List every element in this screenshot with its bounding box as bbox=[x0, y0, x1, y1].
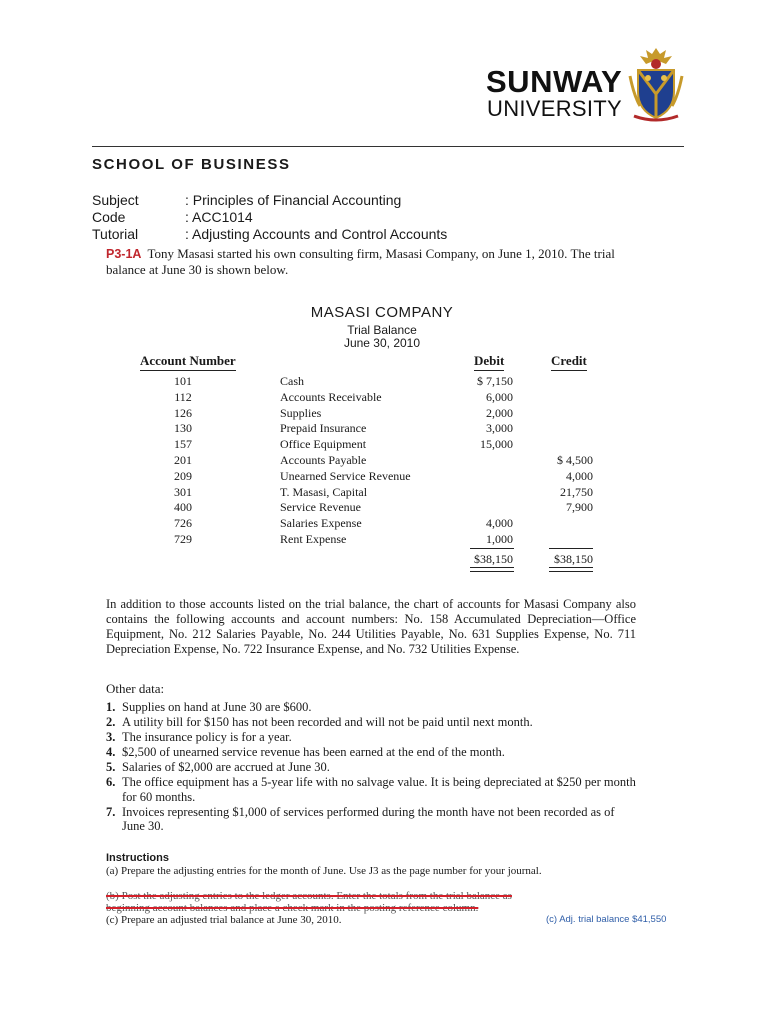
list-item bbox=[106, 745, 638, 760]
cell-number: 400 bbox=[174, 500, 192, 515]
list-item-number: 5. bbox=[106, 760, 116, 774]
cell-credit: 21,750 bbox=[560, 484, 593, 499]
answer-note: (c) Adj. trial balance $41,550 bbox=[546, 914, 667, 925]
instruction-b-struck: (b) Post the adjusting entries to the ledger accounts. Enter the totals from the trial balance as beginning account balances and place a check mark in the posting reference column. bbox=[106, 890, 512, 914]
cell-name: Office Equipment bbox=[280, 437, 367, 452]
list-item-text: A utility bill for $150 has not been recorded and will not be paid until next month. bbox=[122, 715, 533, 729]
table-row bbox=[0, 453, 768, 469]
instruction-a: (a) Prepare the adjusting entries for the month of June. Use J3 as the page number for your journal. bbox=[106, 865, 542, 877]
code-label: Code bbox=[92, 209, 126, 225]
list-item bbox=[106, 730, 638, 745]
list-item-number: 4. bbox=[106, 745, 116, 759]
list-item-text: Invoices representing $1,000 of services performed during the month have not been recorded as of June 30. bbox=[122, 804, 615, 833]
code-value: : ACC1014 bbox=[185, 209, 253, 225]
table-row bbox=[0, 421, 768, 437]
total-credit: $38,150 bbox=[554, 552, 593, 566]
other-data-heading: Other data: bbox=[106, 681, 165, 696]
school-title: SCHOOL OF BUSINESS bbox=[92, 156, 291, 173]
list-item-text: The insurance policy is for a year. bbox=[122, 730, 292, 744]
other-data-list bbox=[106, 700, 638, 834]
list-item bbox=[106, 715, 638, 730]
list-item bbox=[106, 805, 638, 834]
list-item-text: Supplies on hand at June 30 are $600. bbox=[122, 700, 312, 714]
cell-name: Supplies bbox=[280, 405, 322, 420]
problem-intro-text: Tony Masasi started his own consulting firm, Masasi Company, on June 1, 2010. The trial balance at June 30 is shown below. bbox=[106, 246, 615, 277]
total-debit: $38,150 bbox=[474, 552, 513, 566]
cell-number: 130 bbox=[174, 421, 192, 436]
problem-intro bbox=[106, 246, 636, 278]
cell-number: 729 bbox=[174, 532, 192, 546]
table-row bbox=[0, 532, 768, 548]
cell-name: T. Masasi, Capital bbox=[280, 484, 368, 499]
tutorial-label: Tutorial bbox=[92, 226, 139, 242]
tutorial-value: : Adjusting Accounts and Control Accounts bbox=[185, 226, 448, 242]
logo-wordmark-university: UNIVERSITY bbox=[487, 96, 623, 121]
list-item-text: The office equipment has a 5-year life with no salvage value. It is being depreciated at $250 per month for 60 months. bbox=[122, 775, 636, 804]
list-item-text: $2,500 of unearned service revenue has been earned at the end of the month. bbox=[122, 745, 505, 759]
debit-subtotal-rule bbox=[470, 548, 514, 549]
cell-number: 157 bbox=[174, 437, 192, 452]
table-row bbox=[0, 485, 768, 501]
header-divider bbox=[92, 146, 684, 147]
trial-balance-title: Trial Balance bbox=[347, 323, 417, 337]
debit-total-double-rule bbox=[470, 567, 514, 572]
cell-number: 101 bbox=[174, 374, 192, 388]
column-header-credit: Credit bbox=[551, 353, 587, 371]
cell-number: 301 bbox=[174, 484, 192, 499]
list-item-number: 3. bbox=[106, 730, 116, 744]
logo-wordmark-sunway: SUNWAY bbox=[486, 64, 623, 99]
cell-name: Service Revenue bbox=[280, 500, 361, 515]
cell-debit: 3,000 bbox=[486, 421, 513, 436]
cell-number: 126 bbox=[174, 405, 192, 420]
column-header-debit: Debit bbox=[474, 353, 504, 371]
cell-credit: $ 4,500 bbox=[557, 453, 593, 467]
list-item bbox=[106, 760, 638, 775]
list-item-number: 2. bbox=[106, 715, 116, 729]
cell-debit: 2,000 bbox=[486, 405, 513, 420]
instruction-c: (c) Prepare an adjusted trial balance at June 30, 2010. bbox=[106, 914, 342, 926]
cell-credit: 4,000 bbox=[566, 468, 593, 483]
cell-credit: 7,900 bbox=[566, 500, 593, 515]
cell-number: 201 bbox=[174, 453, 192, 467]
cell-name: Unearned Service Revenue bbox=[280, 468, 411, 483]
list-item-number: 1. bbox=[106, 700, 116, 714]
cell-name: Rent Expense bbox=[280, 532, 347, 546]
subject-value: : Principles of Financial Accounting bbox=[185, 192, 402, 208]
problem-id: P3-1A bbox=[106, 247, 142, 261]
list-item bbox=[106, 775, 638, 804]
chart-of-accounts-paragraph: In addition to those accounts listed on the trial balance, the chart of accounts for Masasi Company also contains the following accounts and account numbers: No. 158 Accumulated Depreciation—Office Equipment, No. 212 Salaries Payable, No. 244 Utilities Payable, No. 631 Supplies Expense, No. 711 Depreciation Expense, No. 722 Insurance Expense, and No. 732 Utilities Expense. bbox=[106, 597, 636, 656]
list-item-number: 7. bbox=[106, 804, 116, 819]
credit-total-double-rule bbox=[549, 567, 593, 572]
trial-balance-total-row bbox=[0, 552, 768, 568]
table-row bbox=[0, 516, 768, 532]
table-row bbox=[0, 406, 768, 422]
cell-name: Prepaid Insurance bbox=[280, 421, 367, 436]
credit-subtotal-rule bbox=[549, 548, 593, 549]
table-row bbox=[0, 374, 768, 390]
cell-debit: 4,000 bbox=[486, 516, 513, 531]
instructions-heading: Instructions bbox=[106, 852, 169, 864]
university-logo bbox=[486, 46, 686, 126]
table-row bbox=[0, 469, 768, 485]
cell-debit: $ 7,150 bbox=[477, 374, 513, 388]
list-item bbox=[106, 700, 638, 715]
cell-number: 726 bbox=[174, 516, 192, 531]
cell-debit: 15,000 bbox=[480, 437, 513, 452]
cell-name: Salaries Expense bbox=[280, 516, 362, 531]
list-item-text: Salaries of $2,000 are accrued at June 30. bbox=[122, 760, 330, 774]
subject-label: Subject bbox=[92, 192, 139, 208]
cell-name: Accounts Payable bbox=[280, 453, 367, 467]
table-row bbox=[0, 500, 768, 516]
column-header-account-number: Account Number bbox=[140, 353, 236, 371]
table-row bbox=[0, 390, 768, 406]
table-row bbox=[0, 437, 768, 453]
cell-number: 209 bbox=[174, 468, 192, 483]
cell-number: 112 bbox=[174, 389, 192, 404]
trial-balance-company: MASASI COMPANY bbox=[310, 304, 454, 321]
cell-debit: 6,000 bbox=[486, 389, 513, 404]
crest-icon bbox=[628, 46, 684, 124]
cell-debit: 1,000 bbox=[486, 532, 513, 546]
list-item-number: 6. bbox=[106, 775, 116, 789]
cell-name: Accounts Receivable bbox=[280, 389, 382, 404]
trial-balance-date: June 30, 2010 bbox=[343, 336, 421, 350]
cell-name: Cash bbox=[280, 374, 304, 388]
